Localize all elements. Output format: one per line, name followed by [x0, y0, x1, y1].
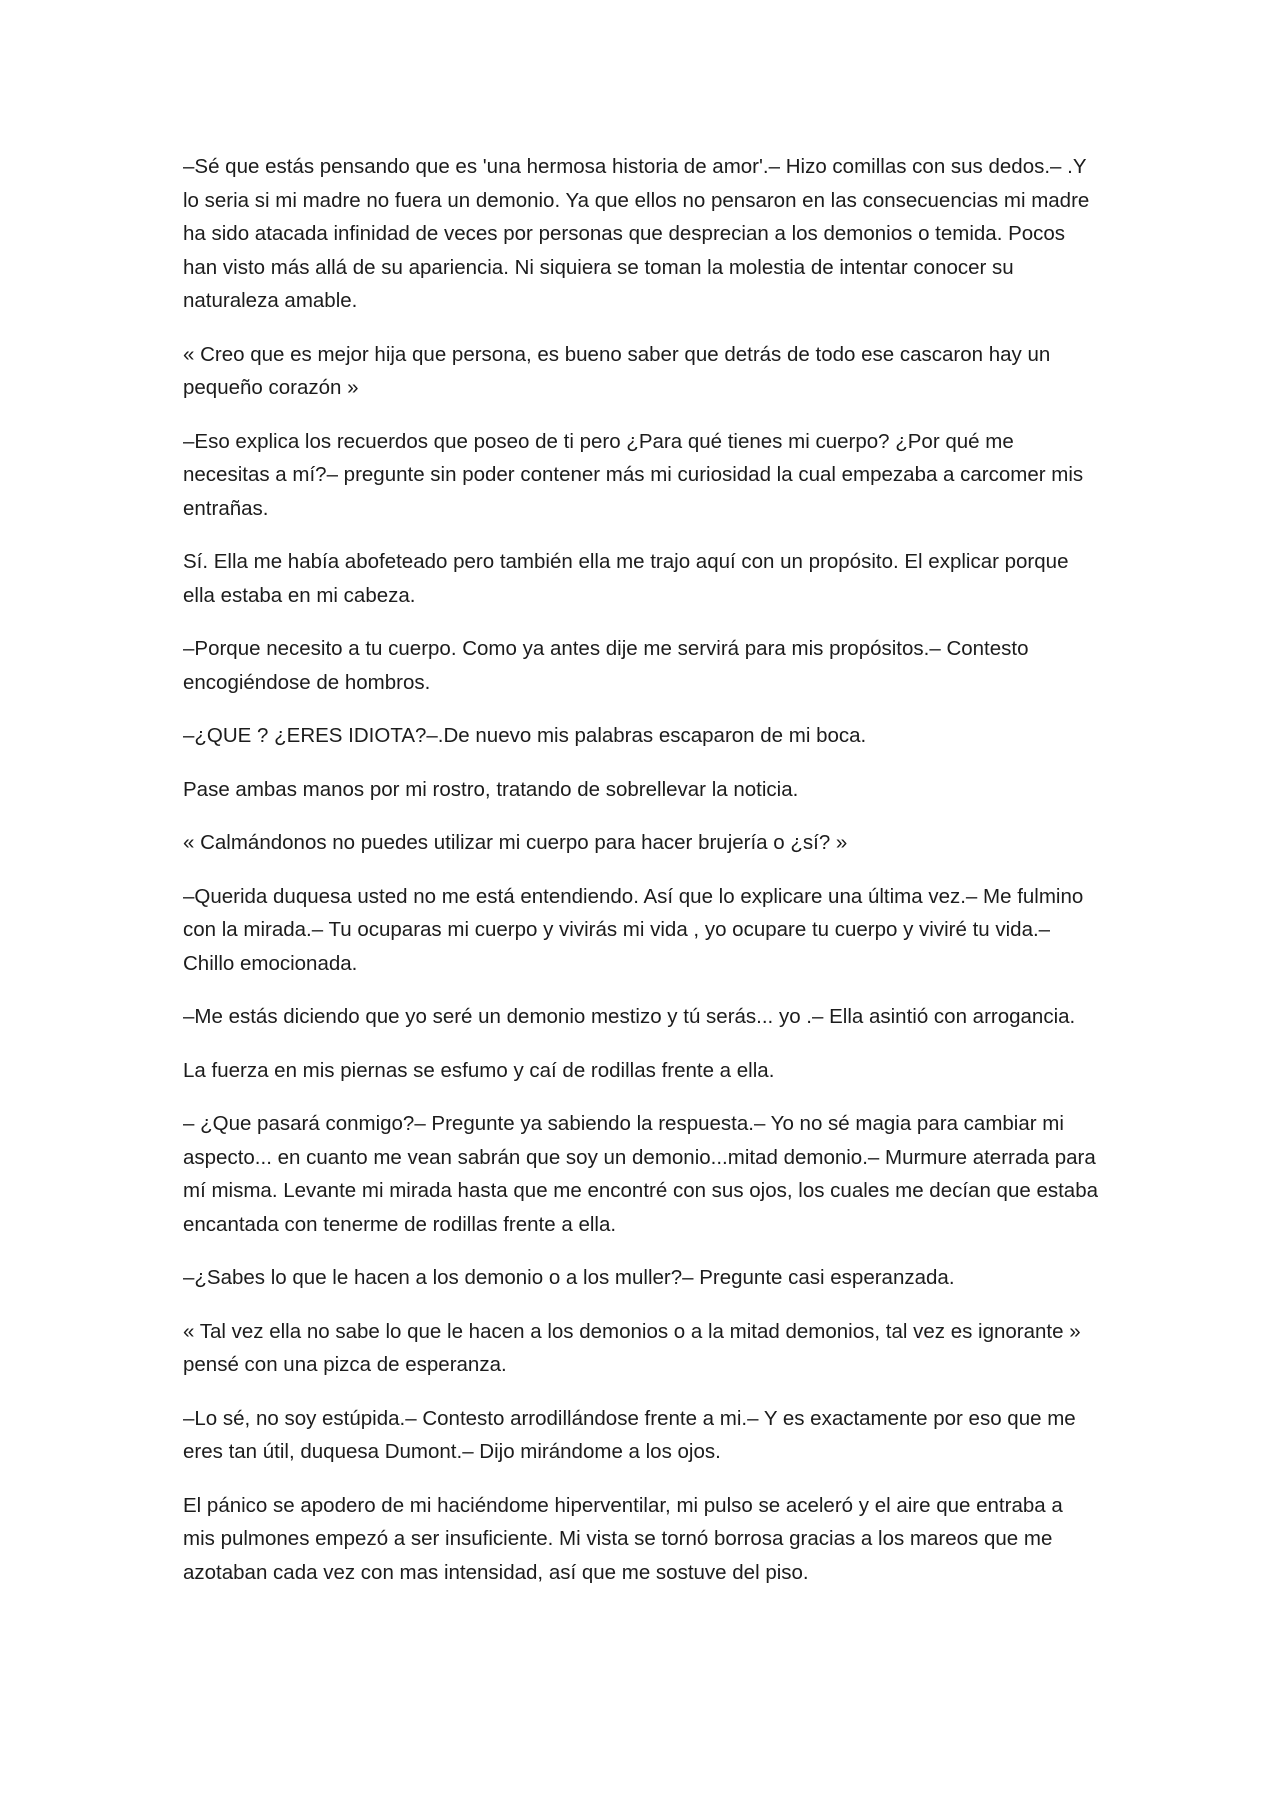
paragraph: –¿Sabes lo que le hacen a los demonio o a los muller?– Pregunte casi esperanzada. [183, 1266, 955, 1289]
paragraph: « Calmándonos no puedes utilizar mi cuerpo para hacer brujería o ¿sí? » [183, 831, 848, 854]
paragraph: –Me estás diciendo que yo seré un demonio mestizo y tú serás... yo .– Ella asintió con arrogancia. [183, 1005, 1076, 1028]
paragraph: –Eso explica los recuerdos que poseo de ti pero ¿Para qué tienes mi cuerpo? ¿Por qué me necesitas a mí?– pregunte sin poder contener más mi curiosidad la cual empezaba a carcomer mis entrañas. [183, 429, 1084, 520]
paragraph: –¿QUE ? ¿ERES IDIOTA?–.De nuevo mis palabras escaparon de mi boca. [183, 724, 867, 747]
paragraph: El pánico se apodero de mi haciéndome hiperventilar, mi pulso se aceleró y el aire que entraba a mis pulmones empezó a ser insuficiente. Mi vista se tornó borrosa gracias a los mareos que me azotaban cada vez con mas intensidad, así que me sostuve del piso. [183, 1493, 1063, 1584]
paragraph: –Sé que estás pensando que es 'una hermosa historia de amor'.– Hizo comillas con sus dedos.– .Y lo seria si mi madre no fuera un demonio. Ya que ellos no pensaron en las consecuencias mi madre ha sido atacada infinidad de veces por personas que desprecian a los demonios o temida. Pocos han visto más allá de su apariencia. Ni siquiera se toman la molestia de intentar conocer su naturaleza amable. [183, 155, 1090, 312]
document-page [183, 150, 1098, 1609]
paragraph: La fuerza en mis piernas se esfumo y caí de rodillas frente a ella. [183, 1058, 775, 1082]
paragraph: –Querida duquesa usted no me está entendiendo. Así que lo explicare una última vez.– Me fulmino con la mirada.– Tu ocuparas mi cuerpo y vivirás mi vida , yo ocupare tu cuerpo y viviré tu vida.– Chillo emocionada. [183, 884, 1084, 975]
paragraph: –Porque necesito a tu cuerpo. Como ya antes dije me servirá para mis propósitos.– Contesto encogiéndose de hombros. [183, 637, 1029, 694]
paragraph: – ¿Que pasará conmigo?– Pregunte ya sabiendo la respuesta.– Yo no sé magia para cambiar mi aspecto... en cuanto me vean sabrán que soy un demonio...mitad demonio.– Murmure aterrada para mí misma. Levante mi mirada hasta que me encontré con sus ojos, los cuales me decían que estaba encantada con tenerme de rodillas frente a ella. [183, 1112, 1099, 1236]
paragraph: –Lo sé, no soy estúpida.– Contesto arrodillándose frente a mi.– Y es exactamente por eso que me eres tan útil, duquesa Dumont.– Dijo mirándome a los ojos. [183, 1406, 1076, 1463]
paragraph: Sí. Ella me había abofeteado pero también ella me trajo aquí con un propósito. El explicar porque ella estaba en mi cabeza. [183, 550, 1069, 607]
paragraph: Pase ambas manos por mi rostro, tratando de sobrellevar la noticia. [183, 777, 799, 801]
paragraph: « Creo que es mejor hija que persona, es bueno saber que detrás de todo ese cascaron hay un pequeño corazón » [183, 342, 1051, 399]
paragraph: « Tal vez ella no sabe lo que le hacen a los demonios o a la mitad demonios, tal vez es ignorante » pensé con una pizca de esperanza. [183, 1319, 1081, 1376]
